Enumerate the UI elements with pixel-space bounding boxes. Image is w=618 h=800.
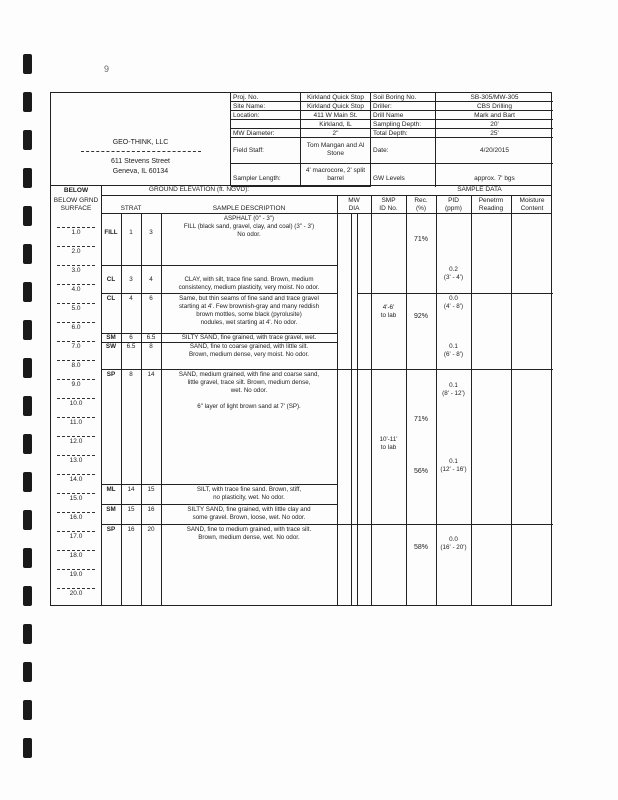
penetrm-label-line1: Penetrm bbox=[478, 197, 504, 204]
mw-label-line1: MW bbox=[348, 197, 360, 204]
stratum-boundary bbox=[101, 265, 337, 266]
description-line: SAND, medium grained, with fine and coarse sand, bbox=[178, 371, 320, 378]
description-line: some gravel. Brown, loose, wet. No odor. bbox=[192, 514, 306, 521]
penetrm-label bbox=[471, 197, 511, 213]
depth-marker: 19.0 bbox=[57, 569, 95, 579]
description-line: wet. No odor. bbox=[230, 387, 268, 394]
punch-hole bbox=[23, 738, 32, 758]
company-divider bbox=[81, 151, 201, 152]
depth-marker: 6.0 bbox=[57, 322, 95, 332]
strat-description bbox=[163, 506, 335, 522]
pid-range: (4' - 8') bbox=[443, 303, 464, 310]
depth-marker: 20.0 bbox=[57, 588, 95, 598]
depth-marker: 9.0 bbox=[57, 379, 95, 389]
header-block bbox=[50, 92, 552, 186]
punch-hole bbox=[23, 54, 32, 74]
stratum-boundary bbox=[101, 524, 553, 525]
strat-description bbox=[163, 526, 335, 542]
sampling-depth-value: 20' bbox=[436, 120, 553, 129]
description-line: SAND, fine to medium grained, with trace silt. bbox=[186, 526, 312, 533]
depth-marker: 11.0 bbox=[57, 417, 95, 427]
pid-reading bbox=[436, 458, 471, 474]
pid-range: (6' - 8') bbox=[443, 351, 464, 358]
moisture-label bbox=[511, 197, 553, 213]
strat-description bbox=[163, 343, 335, 359]
col-divider bbox=[141, 213, 142, 605]
description-line: Same, but thin seams of fine sand and trace gravel bbox=[179, 295, 319, 302]
strat-bottom: 14 bbox=[147, 371, 155, 378]
location-label: Location: bbox=[231, 111, 301, 120]
sample-id-lab: to lab bbox=[380, 444, 397, 451]
col-divider bbox=[101, 186, 102, 605]
surface-label: SURFACE bbox=[60, 205, 92, 212]
depth-marker: 4.0 bbox=[57, 284, 95, 294]
depth-marker: 3.0 bbox=[57, 265, 95, 275]
strat-bottom: 20 bbox=[147, 526, 155, 533]
gw-levels-label: GW Levels bbox=[371, 164, 436, 187]
sample-id-lab: to lab bbox=[380, 312, 397, 319]
sampler-length-label: Sampler Length: bbox=[231, 164, 301, 187]
strat-bottom: 3 bbox=[149, 229, 153, 236]
strat-top: 1 bbox=[129, 229, 133, 236]
punch-hole bbox=[23, 510, 32, 530]
strat-description bbox=[163, 486, 335, 502]
field-staff-label: Field Staff: bbox=[231, 138, 301, 164]
drill-name-value: Mark and Bart bbox=[436, 111, 553, 120]
pid-value: 0.0 bbox=[449, 295, 458, 302]
col-divider bbox=[357, 213, 358, 605]
col-divider bbox=[471, 195, 472, 605]
sample-id bbox=[371, 436, 406, 452]
boring-log-table bbox=[50, 186, 552, 606]
location-label-blank bbox=[231, 120, 301, 129]
mw-dia-label bbox=[337, 197, 371, 213]
pid-reading bbox=[436, 295, 471, 311]
strat-description bbox=[163, 371, 335, 411]
strat-description bbox=[163, 295, 335, 327]
description-line: nodules, wet starting at 4'. No odor. bbox=[200, 319, 298, 326]
pid-value: 0.2 bbox=[449, 266, 458, 273]
proj-no-label: Proj. No. bbox=[231, 93, 301, 102]
punch-hole bbox=[23, 358, 32, 378]
depth-marker: 5.0 bbox=[57, 303, 95, 313]
strat-bottom: 6 bbox=[149, 295, 153, 302]
field-staff-value: Tom Mangan and Al Stone bbox=[301, 138, 371, 164]
depth-marker: 12.0 bbox=[57, 436, 95, 446]
soil-boring-value: SB-305/MW-305 bbox=[436, 93, 553, 102]
description-line: little gravel, trace silt. Brown, medium dense, bbox=[187, 379, 311, 386]
company-name: GEO-THINK, LLC bbox=[112, 139, 169, 146]
strat-top: 14 bbox=[127, 486, 135, 493]
smp-id-label bbox=[371, 197, 406, 213]
recovery-value: 71% bbox=[413, 416, 428, 423]
description-line: no plasticity, wet. No odor. bbox=[213, 494, 285, 501]
driller-value: CBS Drilling bbox=[436, 102, 553, 111]
depth-marker: 7.0 bbox=[57, 341, 95, 351]
depth-marker: 10.0 bbox=[57, 398, 95, 408]
punch-hole bbox=[23, 700, 32, 720]
strat-top: 3 bbox=[129, 276, 133, 283]
strat-description bbox=[163, 215, 335, 239]
company-block bbox=[51, 93, 231, 185]
proj-no-value: Kirkland Quick Stop bbox=[301, 93, 371, 102]
strat-description bbox=[163, 276, 335, 292]
sample-id bbox=[371, 304, 406, 320]
description-line: consistency, medium plasticity, very moist. No odor. bbox=[178, 284, 320, 291]
site-name-label: Site Name: bbox=[231, 102, 301, 111]
stratum-boundary bbox=[101, 293, 337, 294]
strat-bottom: 15 bbox=[147, 486, 155, 493]
company-city: Geneva, IL 60134 bbox=[112, 168, 169, 175]
date-value: 4/20/2015 bbox=[436, 138, 553, 164]
sampling-depth-label: Sampling Depth: bbox=[371, 120, 436, 129]
depth-marker: 18.0 bbox=[57, 550, 95, 560]
punch-hole bbox=[23, 548, 32, 568]
penetrm-label-line2: Reading bbox=[478, 205, 504, 212]
punch-hole bbox=[23, 586, 32, 606]
pid-value: 0.1 bbox=[449, 382, 458, 389]
strat-code: SM bbox=[106, 334, 116, 341]
header-rule bbox=[101, 213, 551, 214]
strat-top: 8 bbox=[129, 371, 133, 378]
stratum-boundary bbox=[101, 369, 553, 370]
strat-code: ML bbox=[106, 486, 116, 493]
mw-diameter-label: MW Diameter: bbox=[231, 129, 301, 138]
strat-code: SM bbox=[106, 506, 116, 513]
strat-top: 6.5 bbox=[126, 343, 136, 350]
depth-marker: 1.0 bbox=[57, 227, 95, 237]
stratum-boundary bbox=[101, 504, 337, 505]
recovery-value: 58% bbox=[413, 544, 428, 551]
punch-hole bbox=[23, 434, 32, 454]
punch-hole bbox=[23, 320, 32, 340]
description-line bbox=[163, 395, 335, 403]
below-grnd-label: BELOW GRND bbox=[53, 197, 99, 204]
strat-top: 16 bbox=[127, 526, 135, 533]
pid-range: (12' - 16') bbox=[440, 466, 467, 473]
strat-code: SW bbox=[105, 343, 117, 350]
total-depth-value: 25' bbox=[436, 129, 553, 138]
strat-bottom: 8 bbox=[149, 343, 153, 350]
page-mark: 9 bbox=[104, 64, 110, 74]
depth-marker: 16.0 bbox=[57, 512, 95, 522]
soil-boring-label: Soil Boring No. bbox=[371, 93, 436, 102]
smp-label-line1: SMP bbox=[381, 197, 396, 204]
sample-id-value: 10'-11' bbox=[379, 436, 398, 443]
driller-label: Driller: bbox=[371, 102, 436, 111]
punch-hole bbox=[23, 472, 32, 492]
description-line: FILL (black sand, gravel, clay, and coal) (3" - 3') bbox=[183, 223, 315, 230]
sample-description-label: SAMPLE DESCRIPTION bbox=[212, 205, 286, 212]
punch-hole bbox=[23, 92, 32, 112]
description-line: CLAY, with silt, trace fine sand. Brown, medium bbox=[184, 276, 314, 283]
company-address bbox=[51, 157, 230, 177]
drill-name-label: Drill Name bbox=[371, 111, 436, 120]
pid-value: 0.1 bbox=[449, 458, 458, 465]
col-divider bbox=[161, 213, 162, 605]
pid-range: (16' - 20') bbox=[440, 544, 467, 551]
strat-top: 15 bbox=[127, 506, 135, 513]
mw-label-line2: DIA bbox=[348, 205, 360, 212]
rec-label-line2: (%) bbox=[415, 205, 427, 212]
description-line: ASPHALT (0" - 3") bbox=[223, 215, 275, 222]
strat-label: STRAT bbox=[120, 205, 142, 212]
site-name-value: Kirkland Quick Stop bbox=[301, 102, 371, 111]
date-label: Date: bbox=[371, 138, 436, 164]
recovery-value: 56% bbox=[413, 468, 428, 475]
pid-value: 0.0 bbox=[449, 536, 458, 543]
description-line: SAND, fine to coarse grained, with little silt. bbox=[189, 343, 309, 350]
pid-reading bbox=[436, 382, 471, 398]
sample-data-label: SAMPLE DATA bbox=[457, 186, 502, 193]
sampler-length-value: 4' macrocore, 2' split barrel bbox=[301, 164, 371, 187]
strat-bottom: 6.5 bbox=[146, 334, 156, 341]
strat-description bbox=[163, 334, 335, 342]
depth-marker: 2.0 bbox=[57, 246, 95, 256]
pid-label-line2: (ppm) bbox=[445, 205, 462, 212]
punch-hole bbox=[23, 282, 32, 302]
recovery-value: 71% bbox=[413, 236, 428, 243]
location-value-city: Kirkland, IL bbox=[301, 120, 371, 129]
moisture-label-line1: Moisture bbox=[519, 197, 545, 204]
below-label: BELOW bbox=[63, 187, 89, 194]
strat-bottom: 4 bbox=[149, 276, 153, 283]
smp-label-line2: ID No. bbox=[379, 205, 398, 212]
pid-range: (8' - 12') bbox=[442, 390, 465, 397]
description-line: starting at 4'. Few brownish-gray and many reddish bbox=[178, 303, 320, 310]
strat-top: 4 bbox=[129, 295, 133, 302]
pid-label bbox=[436, 197, 471, 213]
punch-hole bbox=[23, 396, 32, 416]
ground-elevation-label: GROUND ELEVATION (ft. NGVD): bbox=[148, 186, 250, 193]
sample-id-value: 4'-6' bbox=[382, 304, 395, 311]
rec-label-line1: Rec. bbox=[414, 197, 428, 204]
col-divider bbox=[351, 213, 352, 605]
gw-levels-value: approx. 7' bgs bbox=[474, 175, 515, 182]
description-line: SILTY SAND, fine grained, with trace gravel, wet. bbox=[181, 334, 317, 341]
pid-reading bbox=[436, 266, 471, 282]
strat-code: CL bbox=[106, 295, 116, 302]
depth-marker: 14.0 bbox=[57, 474, 95, 484]
description-line: Brown, medium dense, very moist. No odor. bbox=[188, 351, 310, 358]
total-depth-label: Total Depth: bbox=[371, 129, 436, 138]
recovery-value: 92% bbox=[413, 313, 428, 320]
rec-label bbox=[406, 197, 436, 213]
col-divider bbox=[337, 195, 338, 605]
pid-label-line1: PID bbox=[448, 197, 459, 204]
mw-diameter-value: 2" bbox=[301, 129, 371, 138]
punch-hole bbox=[23, 624, 32, 644]
strat-bottom: 16 bbox=[147, 506, 155, 513]
depth-marker: 17.0 bbox=[57, 531, 95, 541]
punch-hole bbox=[23, 244, 32, 264]
description-line: 6" layer of light brown sand at 7' (SP). bbox=[197, 403, 301, 410]
description-line: No odor. bbox=[237, 231, 261, 238]
col-divider bbox=[511, 195, 512, 605]
col-divider bbox=[371, 195, 372, 605]
location-value-street: 411 W Main St. bbox=[301, 111, 371, 120]
col-divider bbox=[121, 213, 122, 605]
punch-hole bbox=[23, 662, 32, 682]
strat-code: SP bbox=[106, 371, 116, 378]
pid-range: (3' - 4') bbox=[443, 274, 464, 281]
company-street: 611 Stevens Street bbox=[110, 158, 171, 165]
pid-value: 0.1 bbox=[449, 343, 458, 350]
strat-top: 6 bbox=[129, 334, 133, 341]
description-line: brown mottles, some black (pyrolusite) bbox=[196, 311, 302, 318]
pid-reading bbox=[436, 343, 471, 359]
depth-marker: 8.0 bbox=[57, 360, 95, 370]
pid-reading bbox=[436, 536, 471, 552]
moisture-label-line2: Content bbox=[520, 205, 544, 212]
stratum-boundary bbox=[101, 484, 337, 485]
strat-code: CL bbox=[106, 276, 116, 283]
punch-hole bbox=[23, 130, 32, 150]
sample-boundary bbox=[357, 293, 553, 294]
description-line: SILTY SAND, fine grained, with little clay and bbox=[187, 506, 311, 513]
depth-marker: 15.0 bbox=[57, 493, 95, 503]
description-line: SILT, with trace fine sand. Brown, stiff, bbox=[196, 486, 302, 493]
strat-code: SP bbox=[106, 526, 116, 533]
punch-hole bbox=[23, 168, 32, 188]
strat-code: FILL bbox=[104, 229, 118, 236]
depth-marker: 13.0 bbox=[57, 455, 95, 465]
header-rule bbox=[101, 195, 551, 196]
punch-hole bbox=[23, 206, 32, 226]
description-line: Brown, medium dense, wet. No odor. bbox=[198, 534, 300, 541]
